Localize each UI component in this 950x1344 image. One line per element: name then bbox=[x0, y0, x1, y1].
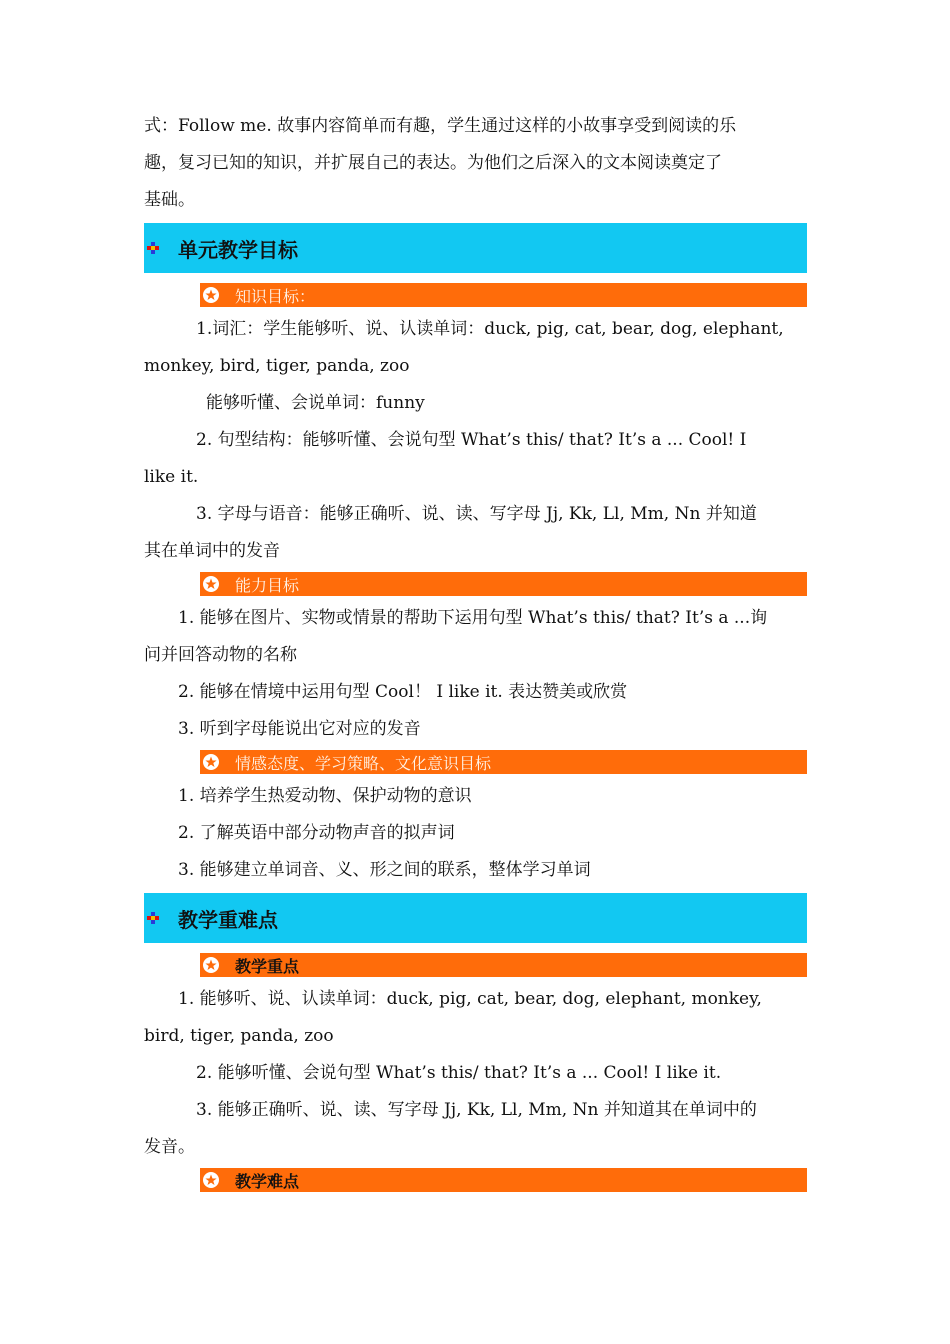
subheading-label: 情感态度、学习策略、文化意识目标 bbox=[235, 753, 492, 773]
knowledge-item-3-cont: 其在单词中的发音 bbox=[144, 541, 280, 561]
subheading-label: 教学难点 bbox=[235, 1171, 300, 1191]
document-page bbox=[144, 108, 807, 1196]
subheading-knowledge bbox=[200, 283, 807, 307]
ability-item-1-cont: 问并回答动物的名称 bbox=[144, 645, 297, 665]
focus-item-1: 1. 能够听、说、认读单词：duck, pig, cat, bear, dog, elephant, monkey, bbox=[178, 989, 762, 1009]
intro-line: 基础。 bbox=[144, 190, 195, 210]
focus-item-3: 3. 能够正确听、说、读、写字母 Jj, Kk, Ll, Mm, Nn 并知道其在单词中的 bbox=[196, 1100, 757, 1120]
subheading-difficulty bbox=[200, 1168, 807, 1192]
intro-line: 式：Follow me. 故事内容简单而有趣，学生通过这样的小故事享受到阅读的乐 bbox=[144, 116, 737, 136]
section-title: 教学重难点 bbox=[178, 907, 278, 932]
section-header-unit-goals bbox=[144, 223, 807, 273]
knowledge-item-1: 1.词汇：学生能够听、说、认读单词：duck, pig, cat, bear, dog, elephant, bbox=[196, 319, 784, 339]
affect-item-3: 3. 能够建立单词音、义、形之间的联系，整体学习单词 bbox=[178, 860, 591, 880]
knowledge-item-1-extra: 能够听懂、会说单词：funny bbox=[206, 393, 425, 413]
knowledge-item-1-cont: monkey, bird, tiger, panda, zoo bbox=[144, 356, 410, 376]
subheading-ability bbox=[200, 572, 807, 596]
intro-line: 趣，复习已知的知识，并扩展自己的表达。为他们之后深入的文本阅读奠定了 bbox=[144, 153, 722, 173]
star-badge-icon bbox=[202, 956, 220, 974]
star-badge-icon bbox=[202, 753, 220, 771]
subheading-label: 能力目标 bbox=[235, 575, 300, 595]
subheading-focus bbox=[200, 953, 807, 977]
star-badge-icon bbox=[202, 575, 220, 593]
affect-item-2: 2. 了解英语中部分动物声音的拟声词 bbox=[178, 823, 455, 843]
affect-item-1: 1. 培养学生热爱动物、保护动物的意识 bbox=[178, 786, 472, 806]
knowledge-item-2: 2. 句型结构：能够听懂、会说句型 What’s this/ that? It’s a ... Cool! I bbox=[196, 430, 747, 450]
star-badge-icon bbox=[202, 1171, 220, 1189]
bullet-flag-icon bbox=[146, 911, 160, 925]
subheading-label: 知识目标： bbox=[235, 286, 316, 306]
knowledge-item-3: 3. 字母与语音：能够正确听、说、读、写字母 Jj, Kk, Ll, Mm, Nn 并知道 bbox=[196, 504, 757, 524]
focus-item-3-cont: 发音。 bbox=[144, 1137, 195, 1157]
focus-item-1-cont: bird, tiger, panda, zoo bbox=[144, 1026, 334, 1046]
subheading-label: 教学重点 bbox=[235, 956, 300, 976]
bullet-flag-icon bbox=[146, 241, 160, 255]
ability-item-3: 3. 听到字母能说出它对应的发音 bbox=[178, 719, 421, 739]
knowledge-item-2-cont: like it. bbox=[144, 467, 199, 487]
focus-item-2: 2. 能够听懂、会说句型 What’s this/ that? It’s a ... Cool! I like it. bbox=[196, 1063, 722, 1083]
ability-item-1: 1. 能够在图片、实物或情景的帮助下运用句型 What’s this/ that? It’s a ...询 bbox=[178, 608, 768, 628]
section-header-key-points bbox=[144, 893, 807, 943]
section-title: 单元教学目标 bbox=[178, 237, 298, 262]
ability-item-2: 2. 能够在情境中运用句型 Cool！ I like it. 表达赞美或欣赏 bbox=[178, 682, 628, 702]
star-badge-icon bbox=[202, 286, 220, 304]
subheading-affect bbox=[200, 750, 807, 774]
